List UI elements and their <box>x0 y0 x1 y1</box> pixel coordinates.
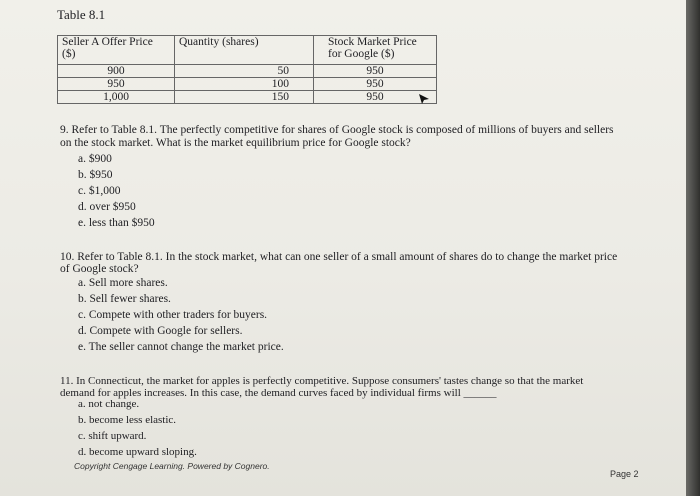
header-line: for Google ($) <box>328 48 395 60</box>
table-cell: 950 <box>58 78 175 91</box>
question-11-line: demand for apples increases. In this case, the demand curves faced by individual firms will ______ <box>60 387 497 399</box>
table-cell: 1,000 <box>58 91 175 104</box>
table-cell: 950 <box>314 78 437 91</box>
question-9-option: a. $900 <box>78 153 112 165</box>
header-cell-offer-price <box>58 36 175 65</box>
header-cell-market-price <box>314 36 437 65</box>
table-cell: 100 <box>175 78 314 91</box>
table-row <box>58 91 437 104</box>
screen-edge <box>686 0 700 496</box>
table-cell: 950 <box>314 91 437 104</box>
question-10-option: d. Compete with Google for sellers. <box>78 325 243 337</box>
question-10-option: b. Sell fewer shares. <box>78 293 171 305</box>
header-line: Seller A Offer Price <box>62 36 153 48</box>
question-10-option: a. Sell more shares. <box>78 277 168 289</box>
table-cell: 50 <box>175 65 314 78</box>
question-10-option: c. Compete with other traders for buyers. <box>78 309 268 321</box>
price-table <box>57 35 437 104</box>
header-line: Quantity (shares) <box>179 36 259 48</box>
copyright-footer: Copyright Cengage Learning. Powered by Cognero. <box>74 461 270 471</box>
header-line: Stock Market Price <box>328 36 417 48</box>
header-line: ($) <box>62 48 76 60</box>
question-9-option: c. $1,000 <box>78 185 121 197</box>
question-9-line: 9. Refer to Table 8.1. The perfectly competitive for shares of Google stock is composed of millions of buyers and sellers <box>60 124 614 136</box>
question-9-option: e. less than $950 <box>78 217 155 229</box>
question-11-option: a. not change. <box>78 398 140 410</box>
question-9-line: on the stock market. What is the market equilibrium price for Google stock? <box>60 137 411 149</box>
question-10-option: e. The seller cannot change the market price. <box>78 341 284 353</box>
question-11-option: d. become upward sloping. <box>78 446 197 458</box>
question-9-option: b. $950 <box>78 169 113 181</box>
question-11-option: c. shift upward. <box>78 430 147 442</box>
header-cell-quantity <box>175 36 314 65</box>
table-header-row <box>58 36 437 65</box>
question-11-option: b. become less elastic. <box>78 414 177 426</box>
question-10-line: 10. Refer to Table 8.1. In the stock market, what can one seller of a small amount of shares do to change the market price <box>60 251 618 263</box>
table-cell: 900 <box>58 65 175 78</box>
page-number: Page 2 <box>610 469 639 479</box>
table-row <box>58 65 437 78</box>
table-title: Table 8.1 <box>57 7 106 22</box>
question-10-line: of Google stock? <box>60 263 139 275</box>
question-11-line: 11. In Connecticut, the market for apples is perfectly competitive. Suppose consumers' tastes change so that the market <box>60 375 584 387</box>
mouse-cursor-icon <box>418 93 430 105</box>
table-row <box>58 78 437 91</box>
table-cell: 950 <box>314 65 437 78</box>
question-9-option: d. over $950 <box>78 201 136 213</box>
table-cell: 150 <box>175 91 314 104</box>
